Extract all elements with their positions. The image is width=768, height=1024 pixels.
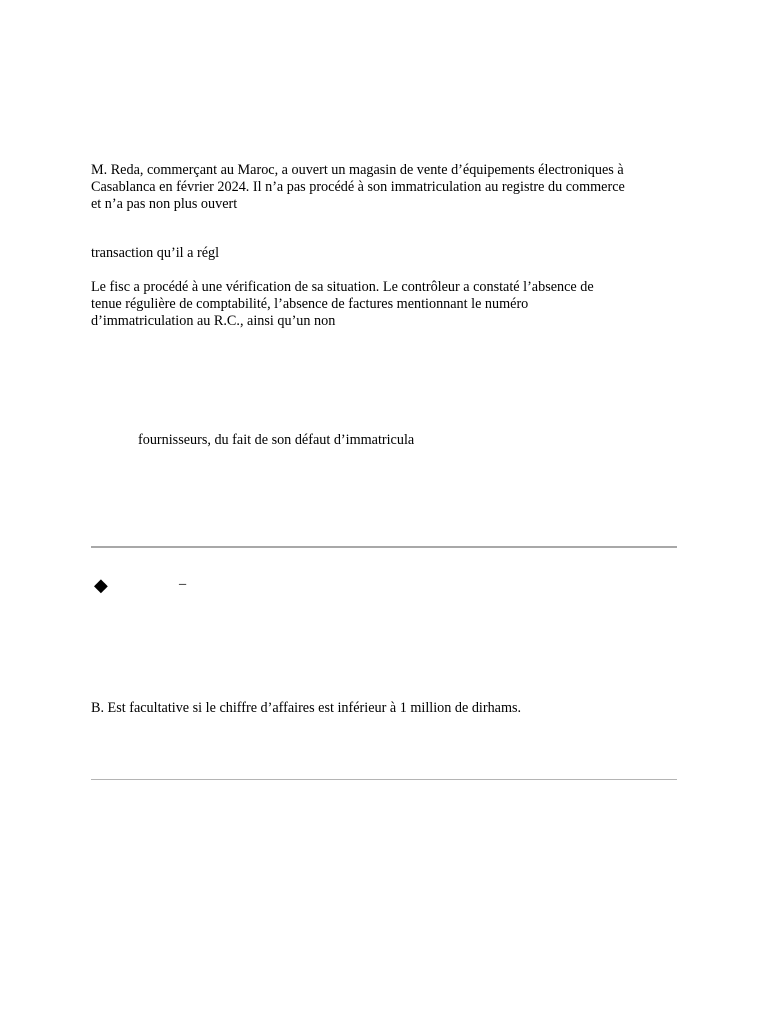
section-divider-bottom bbox=[91, 779, 677, 780]
text-line: et n’a pas non plus ouvert bbox=[91, 196, 238, 212]
case-paragraph-intro bbox=[91, 162, 681, 213]
text-line: Le fisc a procédé à une vérification de sa situation. Le contrôleur a constaté l’absence de bbox=[91, 279, 594, 295]
answer-option-b bbox=[91, 700, 681, 717]
case-paragraph-audit bbox=[91, 279, 681, 330]
text-line: d’immatriculation au R.C., ainsi qu’un non bbox=[91, 313, 336, 329]
text-line: Casablanca en février 2024. Il n’a pas procédé à son immatriculation au registre du commerce bbox=[91, 179, 625, 195]
option-b-text: B. Est facultative si le chiffre d’affaires est inférieur à 1 million de dirhams. bbox=[91, 700, 522, 716]
text-line: tenue régulière de comptabilité, l’absence de factures mentionnant le numéro bbox=[91, 296, 529, 312]
diamond-bullet-icon: ◆ bbox=[94, 575, 108, 595]
case-paragraph-suppliers bbox=[138, 432, 681, 449]
text-line: transaction qu’il a régl bbox=[91, 245, 220, 261]
section-divider bbox=[91, 546, 677, 548]
text-line: fournisseurs, du fait de son défaut d’immatricula bbox=[138, 432, 415, 448]
text-line: M. Reda, commerçant au Maroc, a ouvert un magasin de vente d’équipements électroniques à bbox=[91, 162, 624, 178]
question-dash: – bbox=[179, 576, 187, 592]
case-paragraph-transaction bbox=[91, 245, 681, 262]
